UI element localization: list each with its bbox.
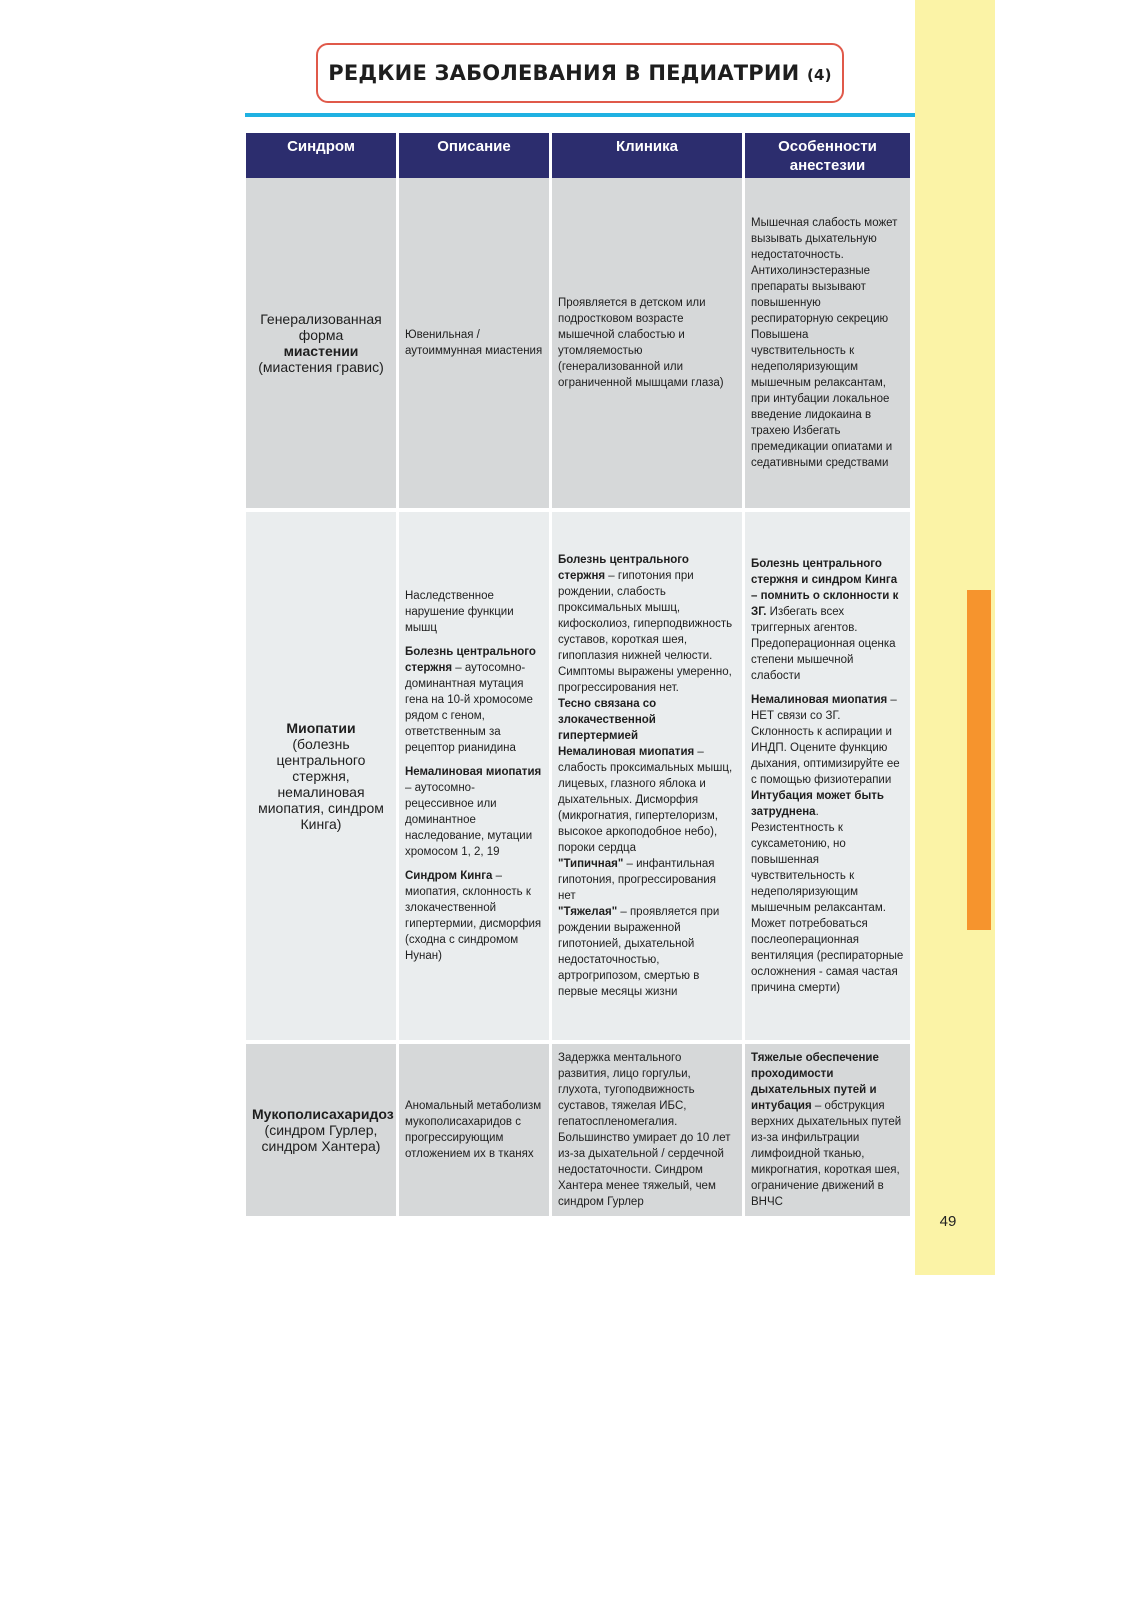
term: Немалиновая миопатия — [751, 694, 888, 706]
syndrome-name: Миопатии — [286, 720, 356, 736]
text: Наследственное нарушение функции мышц — [405, 590, 514, 634]
cell-anesthesia — [745, 512, 910, 1040]
term: Интубация может быть затруднена — [751, 790, 884, 818]
column-header: Описание — [399, 133, 549, 178]
syndrome-name: миастении — [283, 343, 359, 359]
text: – инфантильная гипотония, прогрессирования нет — [558, 858, 717, 902]
title-rule — [245, 113, 915, 117]
syndrome-text: (синдром Гурлер, синдром Хантера) — [261, 1122, 381, 1154]
text: – миопатия, склонность к злокачественной гипертермии, дисморфия (сходна с синдромом Нунан) — [405, 870, 542, 962]
title-main: РЕДКИЕ ЗАБОЛЕВАНИЯ В ПЕДИАТРИИ — [328, 61, 800, 85]
title-box — [316, 43, 844, 103]
term: Синдром Кинга — [405, 870, 493, 882]
term: Болезнь центрального стержня и синдром Кинга – помнить о склонности к ЗГ. — [751, 558, 899, 618]
cell-description: Ювенильная / аутоиммунная миастения — [399, 178, 549, 508]
table-header-row — [246, 133, 910, 178]
cell-clinic: Проявляется в детском или подростковом возрасте мышечной слабостью и утомляемостью (генерализованной или ограниченной мышцами глаза) — [552, 178, 742, 508]
term: Болезнь центрального стержня — [558, 554, 689, 582]
table-row — [246, 1044, 910, 1216]
syndrome-text: Генерализованная форма — [260, 311, 382, 343]
column-header: Особенности анестезии — [745, 133, 910, 178]
syndrome-text: (миастения гравис) — [258, 359, 384, 375]
cell-clinic: Задержка ментального развития, лицо горгульи, глухота, тугоподвижность суставов, тяжелая ИБС, гепатоспленомегалия. Большинство умирает до 10 лет из-за дыхательной / сердечной недостаточности. Синдром Хантера менее тяжелый, чем синдром Гурлер — [552, 1044, 742, 1216]
text: . Резистентность к суксаметонию, но повышенная чувствительность к недеполяризующим мышечным релаксантам. Может потребоваться послеоперационная вентиляция (респираторные осложнения - самая частая причина смерти) — [751, 806, 904, 994]
cell-syndrome — [246, 178, 396, 508]
text: – гипотония при рождении, слабость проксимальных мышц, кифосколиоз, гиперподвижность суставов, короткая шея, гипоплазия нижней челюсти. Симптомы выражены умеренно, прогрессирования нет. — [558, 570, 733, 694]
column-header: Синдром — [246, 133, 396, 178]
syndrome-table — [243, 133, 913, 1216]
term: "Типичная" — [558, 858, 624, 870]
text: – НЕТ связи со ЗГ. Склонность к аспирации и ИНДП. Оцените функцию дыхания, оптимизируйте ее с помощью физиотерапии — [751, 694, 900, 786]
table-row — [246, 512, 910, 1040]
column-header: Клиника — [552, 133, 742, 178]
term: Тесно связана со злокачественной гипертермией — [558, 698, 657, 742]
syndrome-table-wrap — [246, 133, 916, 1216]
term: "Тяжелая" — [558, 906, 618, 918]
term: Немалиновая миопатия — [558, 746, 695, 758]
text: Избегать всех триггерных агентов. Предоперационная оценка степени мышечной слабости — [751, 606, 896, 682]
text: – слабость проксимальных мышц, лицевых, глазного яблока и дыхательных. Дисморфия (микрогнатия, гипертелоризм, высокое аркоподобное небо), пороки сердца — [558, 746, 733, 854]
text: – проявляется при рождении выраженной гипотонией, дыхательной недостаточностью, артрогрипозом, смертью в первые месяцы жизни — [558, 906, 720, 998]
cell-syndrome — [246, 512, 396, 1040]
page-title — [328, 61, 831, 85]
cell-clinic — [552, 512, 742, 1040]
term: Болезнь центрального стержня — [405, 646, 536, 674]
title-number: (4) — [806, 66, 832, 84]
term: Немалиновая миопатия — [405, 766, 542, 778]
cell-anesthesia: Мышечная слабость может вызывать дыхательную недостаточность. Антихолинэстеразные препараты вызывают повышенную респираторную секрецию Повышена чувствительность к недеполяризующим мышечным релаксантам, при интубации локальное введение лидокаина в трахею Избегать премедикации опиатами и седативными средствами — [745, 178, 910, 508]
table-row — [246, 178, 910, 508]
cell-syndrome — [246, 1044, 396, 1216]
term: Тяжелые обеспечение проходимости дыхательных путей и интубация — [751, 1052, 879, 1112]
syndrome-name: Мукополисахаридоз — [252, 1106, 394, 1122]
syndrome-text: (болезнь центрального стержня, немалиновая миопатия, синдром Кинга) — [258, 736, 384, 832]
cell-description: Аномальный метаболизм мукополисахаридов с прогрессирующим отложением их в тканях — [399, 1044, 549, 1216]
text: – аутосомно-доминантная мутация гена на 10-й хромосоме рядом с геном, ответственным за рецептор рианидина — [405, 662, 533, 754]
text: – аутосомно-рецессивное или доминантное наследование, мутации хромосом 1, 2, 19 — [405, 782, 533, 858]
text: – обструкция верхних дыхательных путей из-за инфильтрации лимфоидной тканью, микрогнатия, короткая шея, ограничение движений в ВНЧС — [751, 1100, 902, 1208]
section-tab — [967, 590, 991, 930]
cell-anesthesia — [745, 1044, 910, 1216]
cell-description — [399, 512, 549, 1040]
page-number: 49 — [939, 1213, 957, 1230]
